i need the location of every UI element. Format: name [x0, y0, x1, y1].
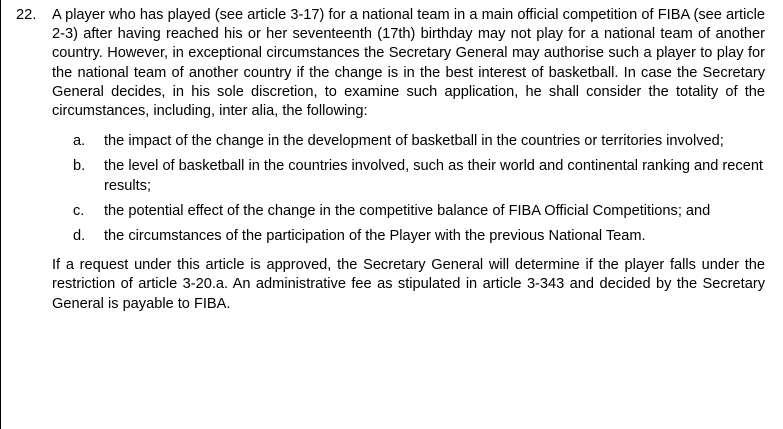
- sub-item-label: a.: [73, 133, 86, 150]
- sub-item-text: the impact of the change in the development of basketball in the countries or territories involved;: [104, 133, 724, 150]
- list-item: [52, 202, 765, 221]
- list-item: [52, 227, 765, 246]
- sub-item-label: c.: [73, 202, 85, 219]
- clause-intro-paragraph: A player who has played (see article 3-17) for a national team in a main official competition of FIBA (see article 2-3) after having reached his or her seventeenth (17th) birthday may not play for a national team of another country. However, in exceptional circumstances the Secretary General may authorise such a player to play for the national team of another country if the change is in the best interest of basketball. In case the Secretary General decides, in his sole discretion, to examine such application, he shall consider the totality of the circumstances, including, inter alia, the following:: [52, 7, 765, 120]
- clause-closing-paragraph: If a request under this article is approved, the Secretary General will determine if the player falls under the restriction of article 3-20.a. An administrative fee as stipulated in article 3-343 and decided by the Secretary General is payable to FIBA.: [52, 257, 765, 312]
- sub-item-label: d.: [73, 228, 86, 245]
- list-item: [52, 132, 765, 151]
- clause-number: 22.: [16, 7, 37, 23]
- sub-item-label: b.: [73, 158, 86, 175]
- clause-sub-list: [52, 132, 765, 246]
- clause-22: [8, 6, 765, 314]
- sub-item-text: the level of basketball in the countries involved, such as their world and continental ranking and recent results;: [104, 158, 763, 194]
- page-left-border: [0, 0, 1, 429]
- sub-item-text: the circumstances of the participation of the Player with the previous National Team.: [104, 228, 646, 245]
- list-item: [52, 157, 765, 195]
- clause-body: [52, 6, 765, 314]
- sub-item-text: the potential effect of the change in the competitive balance of FIBA Official Competitions; and: [104, 202, 711, 219]
